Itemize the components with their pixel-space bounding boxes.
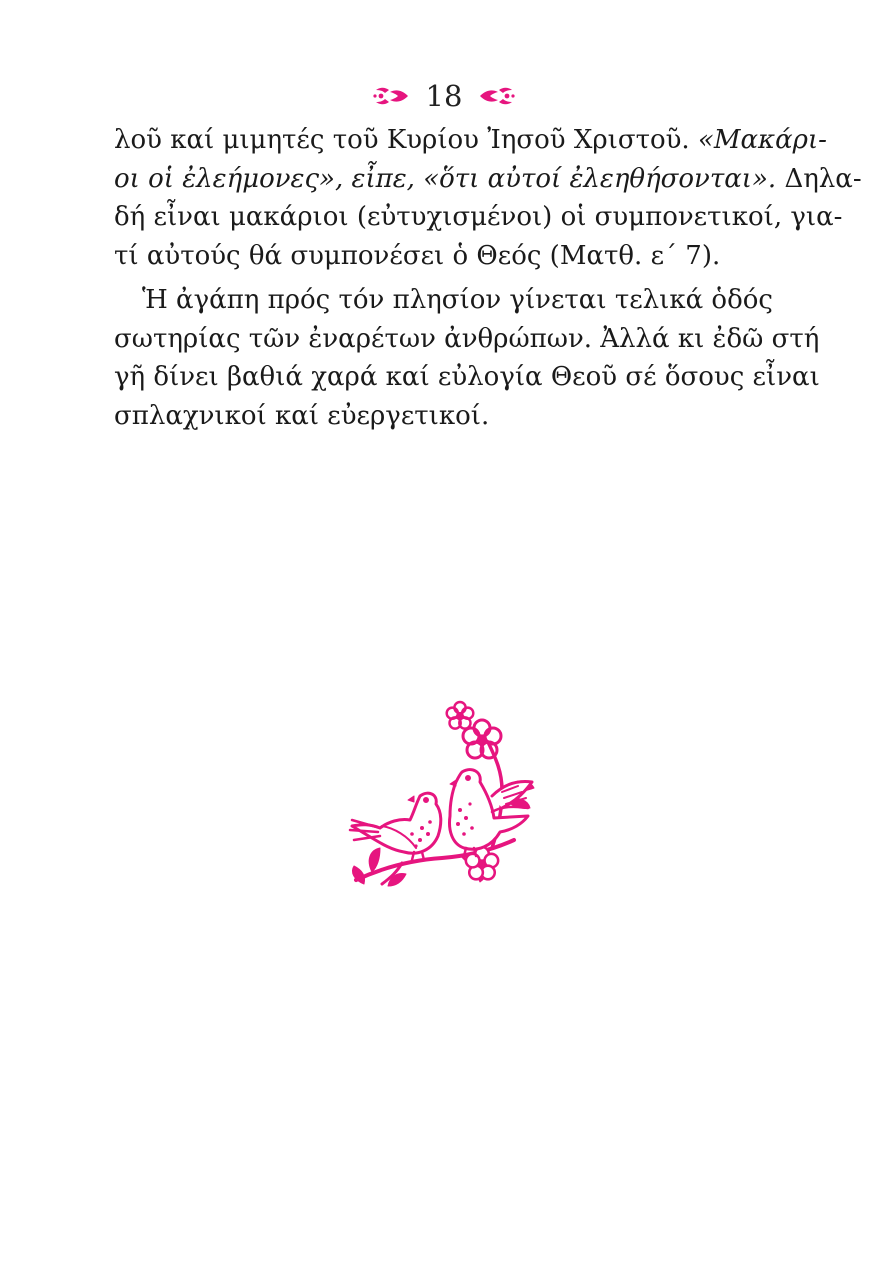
page-number: 18 — [425, 79, 463, 113]
page-header — [0, 74, 888, 116]
paragraph-2-line-3: γῆ δίνει βαθιά χαρά καί εὐλογία Θεοῦ σέ ὅσους εἶναι — [114, 362, 820, 392]
body-text — [114, 121, 862, 435]
two-doves-on-blossom-branch-illustration — [342, 700, 542, 900]
fleuron-left-icon — [372, 86, 410, 106]
paragraph-1-line-4: τί αὐτούς θά συμπονέσει ὁ Θεός (Ματθ. ε΄ 7). — [114, 240, 721, 271]
paragraph-1-line-1 — [114, 121, 827, 160]
fleuron-right-icon — [478, 86, 516, 106]
italic-quote: «Μακάρι- — [697, 125, 827, 155]
italic-quote: οι οἱ ἐλεήμονες», εἶπε, «ὅτι αὐτοί ἐλεηθήσονται». — [114, 163, 777, 194]
paragraph-2-line-4: σπλαχνικοί καί εὐεργετικοί. — [114, 400, 490, 431]
paragraph-2-line-2: σωτηρίας τῶν ἐναρέτων ἀνθρώπων. Ἀλλά κι ἐδῶ στή — [114, 323, 820, 354]
paragraph-2-line-1: Ἡ ἀγάπη πρός τόν πλησίον γίνεται τελικά ὁδός — [142, 285, 773, 315]
paragraph-1-line-2 — [114, 160, 862, 199]
text-run: Δηλα- — [776, 163, 862, 194]
paragraph-1-line-3: δή εἶναι μακάριοι (εὐτυχισμένοι) οἱ συμπονετικοί, για- — [114, 202, 843, 232]
text-run: λοῦ καί μιμητές τοῦ Κυρίου Ἰησοῦ Χριστοῦ. — [114, 125, 698, 155]
